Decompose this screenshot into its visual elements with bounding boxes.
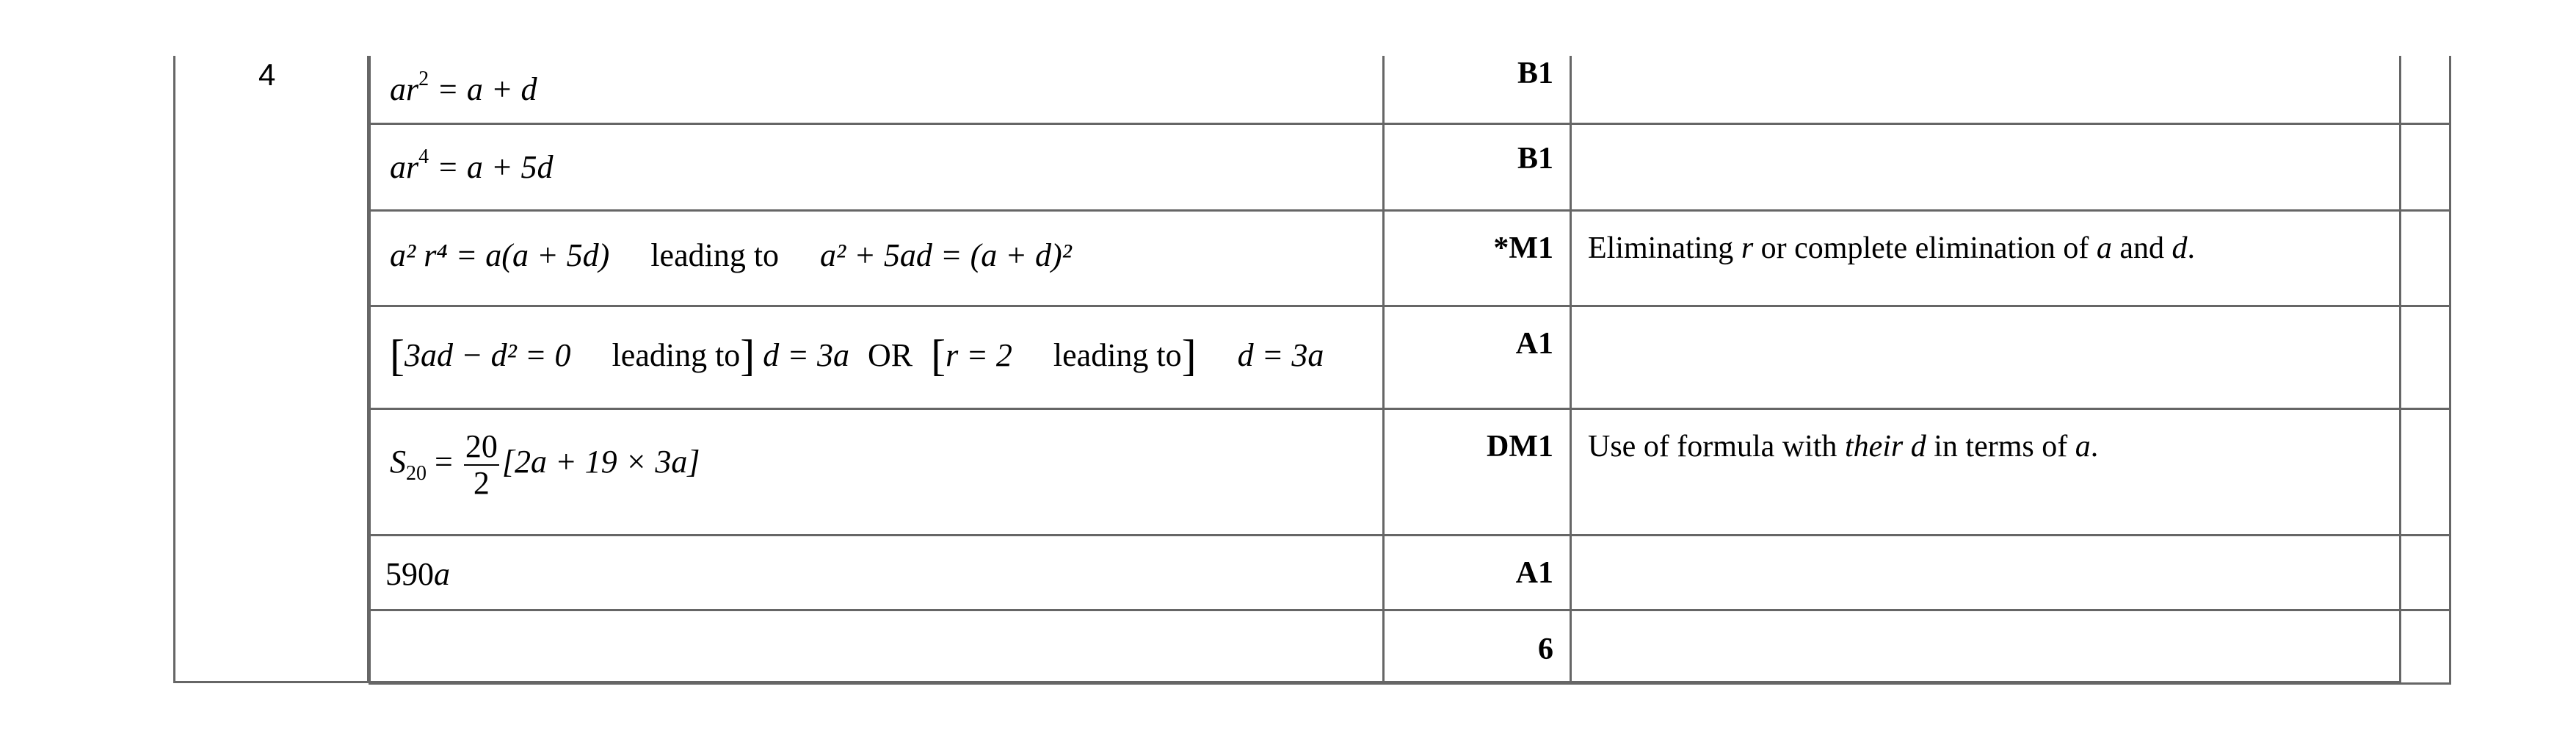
answer-lhs: ar [390,148,419,185]
guidance-cell [1571,408,2450,535]
answer-cell: [3ad − d² = 0 leading to] d = 3a OR [r = 2 leading to] d = 3a [370,306,1384,408]
mark-code: A1 [1515,555,1553,590]
answer-equation-2: r = 2 [946,336,1012,373]
table-row [370,210,2450,306]
answer-text [390,611,1382,621]
answer-sum-symbol: S [390,443,406,480]
guidance-fragment: Eliminating [1588,231,1741,265]
guidance-fragment: or complete elimination of [1753,231,2097,265]
table-row [370,56,2450,123]
mark-cell [1384,56,1571,123]
guidance-fragment: . [2187,231,2196,265]
mark-code: *M1 [1493,231,1553,265]
question-column-left-border [173,56,175,683]
mark-cell [1384,123,1571,210]
guidance-fragment: Use of formula with [1588,429,1845,464]
guidance-cell [1571,123,2450,210]
guidance-variable: d [2172,231,2188,265]
total-mark-cell [1384,610,1571,683]
guidance-cell [1571,56,2450,123]
total-marks: 6 [1538,632,1553,666]
answer-result-2: d = 3a [1237,336,1324,373]
table-row [370,408,2450,535]
answer-or: OR [867,336,913,373]
guidance-variable: a [2096,231,2112,265]
answer-equation-1: 3ad − d² = 0 [404,336,571,373]
guidance-text [1588,212,2449,266]
guidance-text [1588,307,2449,317]
answer-result-1: d = 3a [763,336,849,373]
answer-lhs: ar [390,71,419,107]
mark-cell [1384,306,1571,408]
guidance-text [1588,56,2449,66]
answer-exponent: 4 [418,145,429,168]
fraction-numerator: 20 [465,428,498,464]
answer-rhs: = a + 5d [429,148,554,185]
table-row-total [370,610,2450,683]
question-number: 4 [258,57,276,92]
mark-code: A1 [1515,326,1553,361]
answer-expression-right: a² + 5ad = (a + d)² [820,237,1072,273]
table-row [370,306,2450,408]
table-row [370,535,2450,610]
guidance-fragment: in terms of [1926,429,2075,464]
guidance-cell [1571,610,2450,683]
answer-bracket: [2a + 19 × 3a] [501,443,700,480]
answer-connector: leading to [1053,336,1182,373]
guidance-cell [1571,306,2450,408]
guidance-variable: a [2075,429,2091,464]
mark-cell [1384,210,1571,306]
mark-scheme-table [369,56,2451,685]
guidance-text [1588,536,2449,547]
answer-connector: leading to [650,237,780,273]
answer-cell [370,123,1384,210]
guidance-text [1588,125,2449,135]
guidance-text [1588,611,2449,621]
answer-expression-left: a² r⁴ = a(a + 5d) [390,237,610,273]
mark-cell [1384,535,1571,610]
mark-code: B1 [1517,141,1553,176]
answer-cell [370,56,1384,123]
answer-subscript: 20 [406,461,427,485]
answer-exponent: 2 [418,68,429,90]
answer-fraction [464,429,499,501]
guidance-variable: their d [1844,429,1926,464]
answer-cell [370,535,1384,610]
answer-number: 590 [385,555,434,592]
answer-cell [370,210,1384,306]
answer-cell [370,610,1384,683]
table-row [370,123,2450,210]
answer-variable: a [434,555,450,592]
mark-code: B1 [1517,57,1553,90]
guidance-variable: r [1741,231,1754,265]
answer-connector: leading to [612,336,741,373]
answer-rhs: = a + d [429,71,537,107]
guidance-text [1588,410,2449,464]
guidance-fragment: and [2111,231,2172,265]
mark-code: DM1 [1487,429,1553,464]
guidance-fragment: . [2090,429,2099,464]
answer-cell: $S_{20}$ = $\frac{20}{2}$ [2a + 19 × 3a] [370,408,1384,535]
fraction-denominator: 2 [473,464,490,501]
guidance-cell [1571,210,2450,306]
mark-cell [1384,408,1571,535]
guidance-cell [1571,535,2450,610]
